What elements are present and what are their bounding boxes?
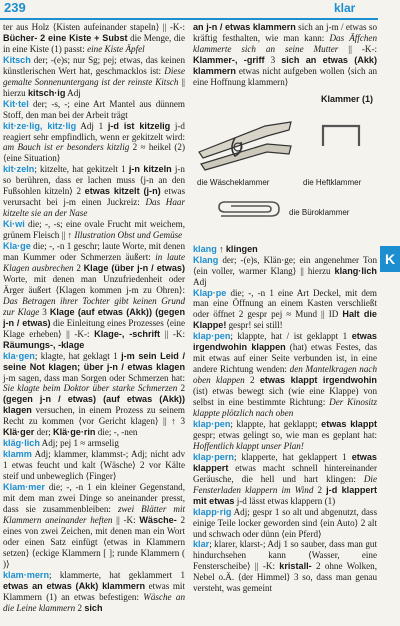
entry-example: Der Kinositz klappte plötzlich nach oben: [193, 397, 377, 419]
entry-text: versuchen, in einem Prozess zu seinem Recht zu kommen ⟨vor Gericht klagen⟩ || ↑ 3: [3, 405, 185, 427]
entry-text: || -K:: [112, 514, 140, 525]
entry-text: (ist) etwas bewegt sich (wie eine Klappe) von selbst in eine bestimmte Richtung:: [193, 386, 377, 408]
entry-text: ; klagte, hat geklagt 1: [34, 350, 122, 361]
entry-phrase: j-m sein Leid / seine Not klagen; über j-n / etwas klagen: [3, 350, 185, 372]
dictionary-entry: [3, 99, 185, 121]
caption-staple: die Heftklammer: [303, 177, 362, 187]
entry-text: die; -, -n 1 eine Art Deckel, mit dem man eine Öffnung an einem Kasten verschließt oder öffnet 2 gespr pej ≈ Mund || ID: [193, 287, 377, 320]
entry-text: (hat) etwas Festes, das mit etwas auf einer Seite verbunden ist, in eine andere Richtung wenden:: [193, 342, 377, 375]
entry-text: Adj: [193, 276, 207, 287]
entry-headword: klamm: [3, 449, 32, 460]
entry-text: 2 ohne Wolken, Nebel o.Ä. ⟨der Himmel⟩ 3 so, dass man genau versteht, was gemeint: [193, 561, 377, 594]
entry-headword: klang: [193, 243, 217, 254]
entry-phrase: etwas klappert: [193, 451, 377, 473]
dictionary-entry: [3, 351, 185, 439]
entry-phrase: sich: [84, 602, 103, 613]
entry-phrase: etwas klappt: [321, 418, 377, 429]
entry-text: || -K-:: [338, 43, 377, 54]
entry-headword: klap·pen: [193, 418, 231, 429]
entry-text: ; kitzelte, hat gekitzelt 1: [34, 164, 129, 175]
entry-headword: Klap·pe: [193, 287, 227, 298]
entry-headword: Kitsch: [3, 54, 31, 65]
entry-phrase: Klammer-, -griff: [193, 54, 265, 65]
entry-example: Das Haar kitzelte sie an der Nase: [3, 197, 185, 219]
entry-text: ; klappte, hat / ist geklappt 1: [230, 331, 352, 342]
entry-headword: klapp·rig: [193, 506, 232, 517]
entry-headword: kläg·lich: [3, 438, 40, 449]
entry-phrase: sich an etwas (Akk) klammern: [193, 54, 377, 76]
entry-example: Hoffentlich klappt unser Plan!: [193, 440, 304, 451]
entry-text: j-m sagen, dass man Sorgen oder Schmerzen hat:: [3, 372, 185, 383]
entry-text: Adj: [65, 87, 81, 98]
entry-headword: kit·ze·lig, kitz·lig: [3, 120, 77, 131]
right-column-top: [193, 22, 377, 88]
entry-phrase: etwas an etwas (Akk) klammern: [3, 580, 146, 591]
entry-text: 2 ≈ heikel (2) ⟨eine Situation⟩: [3, 142, 185, 164]
entry-text: 3: [39, 306, 50, 317]
entry-phrase: klang·lich: [334, 265, 377, 276]
dictionary-entry: [3, 55, 185, 99]
entry-phrase: Klä·ge·rin: [53, 427, 96, 438]
entry-phrase: j-d klappert mit etwas: [193, 484, 377, 506]
entry-headword: Klang: [193, 254, 219, 265]
entry-example: Illustration Obst und Gemüse: [74, 230, 183, 241]
entry-text: etwas nicht aufgeben wollen ⟨sich an eine Hoffnung klammern⟩: [193, 65, 377, 87]
entry-headword: Ki·wi: [3, 219, 25, 230]
dictionary-entry: [193, 419, 377, 452]
dictionary-entry: [3, 570, 185, 614]
entry-text: etwas mit Klammern (1) an etwas befestigen:: [3, 580, 185, 602]
left-column: [3, 22, 185, 613]
entry-text: j-d lässt etwas klappern (1): [234, 495, 336, 506]
entry-text: die Menge, die in eine Kiste (1) passt:: [3, 32, 185, 54]
right-column: [193, 22, 377, 594]
dictionary-entry: [193, 331, 377, 419]
entry-headword: klam·mern: [3, 569, 49, 580]
entry-text: die; -, -n 1 ein kleiner Gegenstand, mit dem man zwei Dinge so aneinander presst, dass sie zusammenbleiben:: [3, 482, 185, 514]
entry-text: ↑: [216, 243, 226, 254]
entry-text: || -K:: [160, 328, 185, 339]
entry-phrase: Räumungs-, -klage: [3, 339, 85, 350]
entry-text: ; klammerte, hat geklammert 1: [49, 569, 185, 580]
dictionary-entry: [193, 539, 377, 594]
header-rule: [0, 18, 378, 20]
dictionary-entry: [3, 438, 185, 449]
entry-text: der;: [34, 427, 54, 438]
entry-text: ; klappte, hat geklappt;: [230, 418, 322, 429]
entry-text: 2: [75, 602, 85, 613]
entry-text: j-n so berühren, dass er lachen muss ⟨j-n an den Fußsohlen kitzeln⟩ 2: [3, 164, 185, 197]
entry-text: Adj; klammer, klammst-; Adj; nicht adv 1 etwas feucht und kalt ⟨Wäsche⟩ 2 vor Kälte steif und unbeweglich ⟨Finger⟩: [3, 449, 185, 482]
entry-text: die; -, -n 1 geschr; laute Worte, mit denen man Kummer oder Schmerzen äußert:: [3, 241, 185, 263]
entry-phrase: j-n kitzeln: [128, 164, 172, 175]
entry-text: der; -(e)s; nur Sg; pej; etwas, das keinen künstlerischen Wert hat, geschmacklos ist:: [3, 54, 185, 76]
entry-example: am Bauch ist er besonders kitzlig: [3, 142, 130, 153]
dictionary-entry: [193, 288, 377, 332]
entry-text: die; -, -nen: [95, 427, 138, 438]
dictionary-entry: [3, 22, 185, 55]
entry-headword: kla·gen: [3, 350, 35, 361]
entry-example: eine Kiste Äpfel: [87, 43, 145, 54]
entry-text: 2: [177, 383, 185, 394]
entry-text: Worte, mit denen man Unzufriedenheit oder Ärger äußert ⟨Klagen kommen j-m zu Ohren⟩:: [3, 273, 185, 295]
entry-text: Adj; gespr 1 so alt und abgenutzt, dass einige Teile locker geworden sind ⟨ein Auto⟩ 2 alt und schwach oder dünn ⟨ein Pferd⟩: [193, 506, 377, 539]
staple-image: [319, 120, 363, 150]
entry-headword: klap·pern: [193, 451, 234, 462]
illustration-clamps: [193, 90, 377, 240]
entry-text: der; -s, -; eine Art Mantel aus dünnem Stoff, den man bei der Arbeit trägt: [3, 98, 185, 120]
entry-text: etwas macht schnell hintereinander Geräusche, die hell und hart klingen:: [193, 462, 377, 484]
page-number: 239: [4, 0, 26, 15]
dictionary-entry: [3, 164, 185, 219]
entry-phrase: etwas kitzelt (j-n): [84, 186, 161, 197]
entry-example: Diese gemalte Sonnenuntergang ist der reinste Kitsch: [3, 65, 185, 87]
entry-example: Das Betragen ihrer Tochter gibt keinen Grund zur Klage: [3, 295, 185, 317]
entry-text: 2: [244, 375, 260, 386]
entry-phrase: j-d ist kitzelig: [107, 120, 171, 131]
entry-phrase: etwas klappt irgendwohin: [259, 375, 377, 386]
entry-text: 2: [313, 484, 327, 495]
entry-text: gespr; etwas gelingt so, wie man es geplant hat:: [193, 429, 377, 440]
entry-example: in laute Klagen ausbrechen: [3, 252, 185, 273]
entry-phrase: (gegen j-n / etwas) (auf etwas (Akk)) klagen: [3, 394, 185, 416]
dictionary-entry: [3, 219, 185, 241]
entry-headword: kit·zeln: [3, 164, 35, 175]
dictionary-entry: [193, 22, 377, 88]
right-column-bottom: [193, 244, 377, 595]
entry-phrase: Klage-, -schrift: [94, 328, 161, 339]
entry-text: Adj; pej 1 ≈ armselig: [39, 438, 119, 449]
entry-phrase: Klage (auf etwas (Akk)) (gegen j-n / etwas): [3, 306, 186, 328]
dictionary-entry: [3, 121, 185, 165]
entry-phrase: kitsch·ig: [28, 87, 66, 98]
running-head: klar: [334, 1, 356, 15]
entry-example: Sie klagte beim Doktor über starke Schmerzen: [3, 383, 178, 394]
entry-phrase: an j-n / etwas klammern: [193, 22, 296, 32]
entry-text: der; -(e)s, Klän·ge; ein angenehmer Ton ⟨ein voller, warmer Klang⟩ || hierzu: [193, 254, 377, 276]
entry-phrase: Klä·ger: [3, 427, 35, 438]
dictionary-entry: [3, 241, 185, 351]
entry-text: ; klapperte, hat geklappert 1: [233, 451, 352, 462]
entry-text: j-d reagiert sehr empfindlich, wenn er gekitzelt wird:: [3, 120, 185, 142]
dictionary-entry: [193, 244, 377, 255]
entry-phrase: klingen: [225, 243, 258, 254]
caption-paperclip: die Büroklammer: [289, 207, 350, 217]
entry-phrase: kristall-: [279, 561, 312, 572]
entry-text: sich an j-m / etwas so kräftig festhalten, wie man kann:: [193, 22, 377, 43]
dictionary-entry: [193, 255, 377, 288]
entry-headword: Kla·ge: [3, 241, 31, 252]
entry-text: ter aus Holz ⟨Kisten aufeinander stapeln⟩ || -K-:: [3, 22, 185, 32]
entry-text: 2 eines von zwei Zeichen, mit denen man ein Wort oder einen Satz einfügt ⟨etwas in Klammern setzen⟩ ⟨eckige Klammern [ ]; runde Klammern ( )⟩: [3, 514, 185, 569]
illustration-title: Klammer (1): [320, 93, 373, 104]
entry-phrase: Wäsche-: [139, 514, 177, 525]
entry-phrase: Bücher- 2 eine Kiste + Subst: [3, 32, 128, 43]
entry-phrase: etwas irgendwohin klappen: [193, 331, 377, 353]
entry-phrase: Klage (über j-n / etwas): [83, 262, 185, 273]
clothespin-image: [195, 112, 295, 172]
entry-text: 2: [73, 262, 84, 273]
entry-phrase: Halt die Klappe!: [193, 309, 377, 331]
entry-text: etwas verursacht bei j-m einen Juckreiz:: [3, 186, 185, 208]
caption-clothespin: die Wäscheklammer: [197, 177, 270, 187]
letter-tab: K: [380, 246, 400, 272]
entry-text: die Einleitung eines Prozesses ⟨eine Klage erheben⟩ || -K-:: [3, 317, 185, 339]
entry-example: Das Äffchen klammerte sich an seine Mutter: [193, 32, 377, 54]
entry-text: ; klarer, klarst-; Adj 1 so sauber, dass man gut hindurchsehen kann ⟨Wasser, eine Fensterscheibe⟩ || -K:: [193, 539, 377, 572]
entry-headword: Kit·tel: [3, 98, 29, 109]
entry-headword: Klam·mer: [3, 482, 45, 493]
entry-headword: klap·pen: [193, 331, 231, 342]
entry-example: Wäsche an die Leine klammern: [3, 591, 185, 613]
paperclip-image: [211, 194, 283, 224]
dictionary-entry: [193, 452, 377, 507]
entry-text: || hierzu: [3, 76, 185, 98]
entry-text: Adj 1: [76, 120, 108, 131]
dictionary-entry: [193, 507, 377, 540]
entry-text: 3: [264, 54, 282, 65]
entry-example: zwei Blätter mit Klammern aneinander heften: [3, 503, 186, 525]
entry-example: Die Fensterladen klappern im Wind: [193, 473, 377, 495]
entry-headword: klar: [193, 539, 210, 550]
dictionary-entry: [3, 482, 185, 570]
entry-example: den Mantelkragen nach oben klappen: [193, 364, 377, 386]
entry-text: gespr! sei still!: [226, 320, 283, 331]
dictionary-entry: [3, 449, 185, 482]
entry-text: die; -, -s; eine ovale Frucht mit weichem, grünem Fleisch || ↑: [3, 219, 185, 241]
